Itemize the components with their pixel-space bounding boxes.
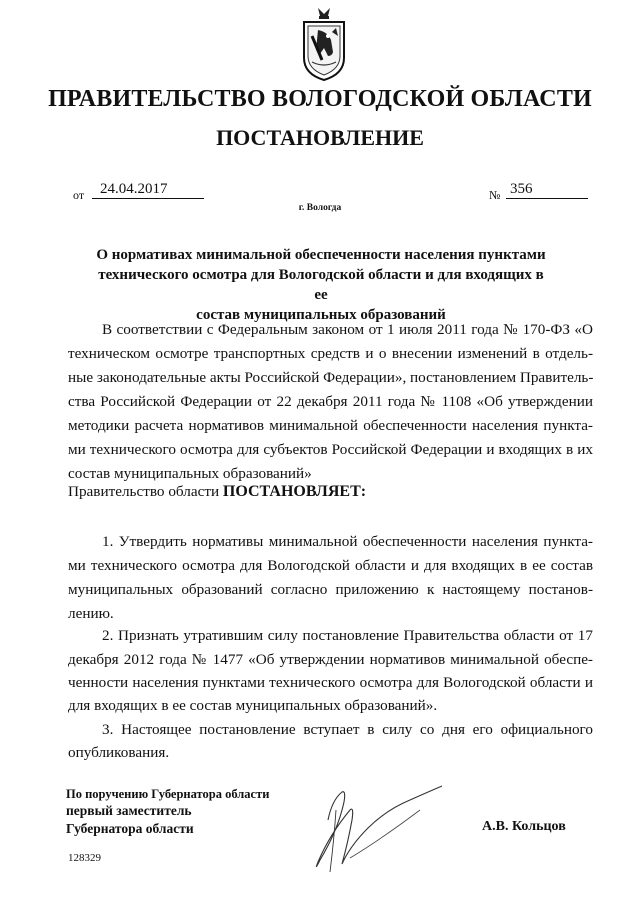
item-line: для входящих в ее состав муниципальных образований». (68, 697, 438, 714)
item-line: ми технического осмотра для Вологодской области и для входящих в ее состав (68, 557, 593, 574)
item-line: 1. Утвердить нормативы минимальной обеспеченности населения пункта- (102, 533, 593, 550)
number-prefix: № (489, 188, 501, 202)
preamble-line: состав муниципальных образований» (68, 465, 312, 482)
document-code: 128329 (68, 852, 101, 864)
item-line: 2. Признать утратившим силу постановление Правительства области от 17 (102, 627, 593, 644)
subject-line: О нормативах минимальной обеспеченности населения пунктами (96, 247, 546, 263)
date-value: 24.04.2017 (92, 181, 204, 199)
document-subject (96, 245, 546, 325)
resolve-keyword: ПОСТАНОВЛЯЕТ: (222, 483, 367, 500)
preamble-line: ные законодательные акты Российской Федерации», постановлением Правитель- (68, 369, 594, 386)
preamble-line: ства Российской Федерации от 22 декабря 2011 года № 1108 «Об утверждении (68, 393, 593, 410)
document-type: ПОСТАНОВЛЕНИЕ (216, 125, 424, 150)
city-label: г. Вологда (298, 203, 342, 213)
signature-position-2: Губернатора области (66, 821, 194, 836)
date-prefix: от (73, 188, 85, 202)
preamble-line: методики расчета нормативов минимальной обеспеченности населения пункта- (68, 417, 593, 434)
item-line: декабря 2012 года № 1477 «Об утверждении нормативов минимальной обеспе- (68, 651, 593, 668)
resolve-lead: Правительство области (68, 483, 220, 500)
preamble-line: техническом осмотре транспортных средств и о внесении изменений в отдель- (68, 345, 593, 362)
item-line: ченности населения пунктами технического осмотра для Вологодской области и (68, 674, 593, 691)
item-line: опубликования. (68, 744, 170, 761)
item-line: муниципальных образований согласно приложению к настоящему постанов- (68, 581, 593, 598)
item-line: лению. (68, 605, 114, 622)
signature-position: первый заместитель (66, 803, 192, 818)
handwritten-signature (290, 780, 450, 880)
coat-of-arms-emblem (298, 6, 350, 82)
signatory-name: А.В. Кольцов (482, 819, 566, 834)
preamble-line: В соответствии с Федеральным законом от 1 июля 2011 года № 170-ФЗ «О (102, 321, 593, 338)
resolve-line (68, 483, 366, 501)
signature-authority: По поручению Губернатора области (66, 787, 270, 801)
number-value: 356 (506, 181, 588, 199)
preamble-line: ми технического осмотра для субъектов Российской Федерации и входящих в их (68, 441, 593, 458)
subject-line: состав муниципальных образований (196, 307, 446, 323)
item-line: 3. Настоящее постановление вступает в силу со дня его официального (102, 721, 593, 738)
government-title: ПРАВИТЕЛЬСТВО ВОЛОГОДСКОЙ ОБЛАСТИ (48, 86, 592, 112)
subject-line: технического осмотра для Вологодской области и для входящих в ее (98, 267, 544, 303)
